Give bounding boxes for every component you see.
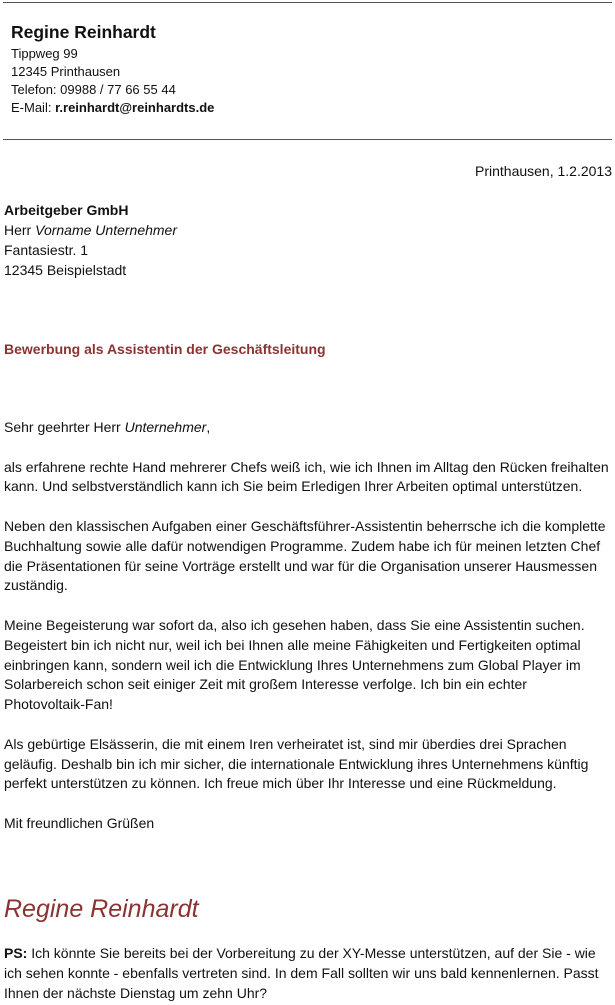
postscript-label: PS: xyxy=(4,945,28,961)
sender-street: Tippweg 99 xyxy=(11,46,78,61)
sender-name: Regine Reinhardt xyxy=(11,22,156,42)
greeting-suffix: , xyxy=(206,419,211,435)
recipient-contact xyxy=(4,220,177,240)
body-paragraph-3: Meine Begeisterung war sofort da, also ich gesehen haben, dass Sie eine Assistentin suchen. Begeistert bin ich nicht nur, weil ich bei Ihnen alle meine Fähigkeiten und Fertigkeiten optimal einbringen kann, sondern weil ich die Entwicklung Ihres Unternehmens zum Global Player im Solarbereich schon seit einiger Zeit mit großem Interesse verfolge. Ich bin ein echter Photovoltaik-Fan! xyxy=(4,616,585,713)
body-paragraph-2: Neben den klassischen Aufgaben einer Geschäftsführer-Assistentin beherrsche ich die komplette Buchhaltung sowie alle dafür notwendigen Programme. Zudem habe ich für meinen letzten Chef die Präsentationen für seine Vorträge erstellt und war für die Organisation unserer Hausmessen zuständig. xyxy=(4,517,606,594)
greeting-prefix: Sehr geehrter Herr xyxy=(4,419,125,435)
body-paragraph-4: Als gebürtige Elsässerin, die mit einem Iren verheiratet ist, sind mir überdies drei Sprachen geläufig. Deshalb bin ich mir sicher, die internationale Entwicklung ihres Unternehmens künftig perfekt unterstützen zu können. Ich freue mich über Ihr Interesse und eine Rückmeldung. xyxy=(4,735,589,792)
recipient-salutation: Herr xyxy=(4,222,36,238)
recipient-company: Arbeitgeber GmbH xyxy=(4,202,129,218)
recipient-block xyxy=(4,200,177,280)
postscript-text: Ich könnte Sie bereits bei der Vorbereitung zu der XY-Messe unterstützen, auf der Sie - wie ich sehen konnte - ebenfalls vertreten sind. In dem Fall sollten wir uns bald kennenlernen. Passt Ihnen der nächste Dienstag um zehn Uhr? xyxy=(4,945,599,1001)
letter-date: Printhausen, 1.2.2013 xyxy=(475,163,612,179)
signature: Regine Reinhardt xyxy=(4,895,199,923)
closing: Mit freundlichen Grüßen xyxy=(4,814,155,831)
postscript xyxy=(4,943,610,1003)
sender-city: 12345 Printhausen xyxy=(11,64,121,79)
recipient-contact-name: Vorname Unternehmer xyxy=(35,222,178,238)
letter-body xyxy=(4,418,610,854)
letter-subject: Bewerbung als Assistentin der Geschäftsleitung xyxy=(4,341,326,357)
recipient-street: Fantasiestr. 1 xyxy=(4,242,89,258)
sender-phone: Telefon: 09988 / 77 66 55 44 xyxy=(11,82,176,97)
top-rule xyxy=(3,2,612,3)
greeting xyxy=(4,418,610,438)
greeting-name: Unternehmer xyxy=(124,419,207,435)
body-paragraph-1: als erfahrene rechte Hand mehrerer Chefs weiß ich, wie ich Ihnen im Alltag den Rücken freihalten kann. Und selbstverständlich kann ich Sie beim Erledigen Ihrer Arbeiten optimal unterstützen. xyxy=(4,458,609,495)
sender-email-label: E-Mail: xyxy=(11,100,56,115)
sender-block xyxy=(11,20,214,117)
recipient-city: 12345 Beispielstadt xyxy=(4,262,127,278)
sender-email xyxy=(11,99,214,117)
header-divider xyxy=(3,139,612,140)
sender-email-address: r.reinhardt@reinhardts.de xyxy=(55,100,215,115)
